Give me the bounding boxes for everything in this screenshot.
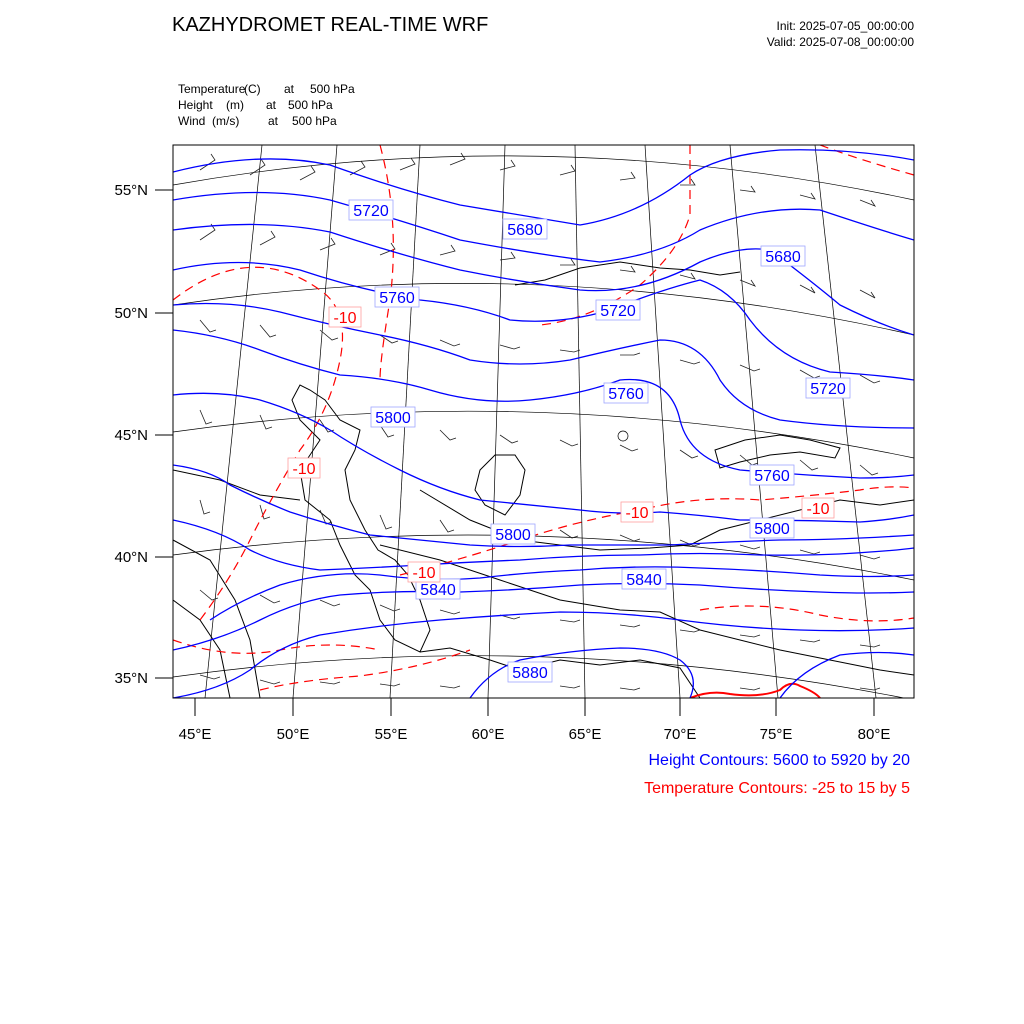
init-time: Init: 2025-07-05_00:00:00: [776, 19, 914, 33]
lat-label: 35°N: [114, 670, 148, 687]
height-contour: [173, 330, 914, 478]
meridian: [575, 145, 585, 698]
temp-label: -10: [333, 310, 357, 327]
lon-label: 45°E: [178, 726, 212, 743]
parallel: [173, 411, 914, 458]
temp-label: -10: [806, 501, 830, 518]
height-label: 5720: [600, 303, 636, 320]
temp-contour: [540, 145, 690, 325]
height-contours-note: Height Contours: 5600 to 5920 by 20: [648, 752, 910, 769]
field-wind: Wind (m/s) at 500 hPa: [178, 114, 337, 128]
height-label: 5880: [512, 665, 548, 682]
lon-label: 50°E: [276, 726, 310, 743]
temp-label: -10: [625, 505, 649, 522]
coastlines: [173, 262, 914, 698]
height-contour: [173, 224, 914, 335]
temperature-contours-note: Temperature Contours: -25 to 15 by 5: [644, 780, 910, 797]
northern-border: [515, 262, 740, 285]
height-label: 5720: [810, 381, 846, 398]
height-label: 5680: [765, 249, 801, 266]
temp-contour: [700, 606, 914, 621]
parallel: [173, 283, 914, 335]
lon-label: 55°E: [374, 726, 408, 743]
border-west: [173, 600, 230, 698]
height-label: 5760: [754, 468, 790, 485]
height-label: 5840: [626, 572, 662, 589]
height-label: 5760: [608, 386, 644, 403]
height-contour: [173, 304, 914, 428]
height-contour: [173, 520, 914, 570]
temp-contour: [380, 145, 393, 380]
height-label: 5800: [495, 527, 531, 544]
lon-label: 60°E: [471, 726, 505, 743]
lon-axis: [179, 698, 891, 743]
height-contour: [470, 648, 693, 698]
field-height: Height (m) at 500 hPa: [178, 98, 333, 112]
temp-label: -10: [412, 565, 436, 582]
temp-contour: [820, 145, 914, 175]
height-label: 5720: [353, 203, 389, 220]
lat-label: 55°N: [114, 182, 148, 199]
lat-label: 50°N: [114, 305, 148, 322]
lat-label: 40°N: [114, 549, 148, 566]
low-marker: [618, 431, 628, 441]
meridian: [815, 145, 876, 698]
temp-label: -10: [292, 461, 316, 478]
lon-label: 80°E: [857, 726, 891, 743]
map-title: KAZHYDROMET REAL-TIME WRF: [172, 14, 489, 36]
border-southwest: [173, 540, 260, 698]
border-central: [173, 470, 300, 500]
meridian: [730, 145, 778, 698]
lon-label: 65°E: [568, 726, 602, 743]
valid-time: Valid: 2025-07-08_00:00:00: [766, 35, 914, 49]
height-label: 5800: [375, 410, 411, 427]
height-label: 5760: [379, 290, 415, 307]
aral-sea-coast: [475, 455, 525, 515]
temp-contour-solid: [690, 684, 820, 698]
lake-balkhash: [715, 435, 840, 468]
height-label: 5680: [507, 222, 543, 239]
lon-label: 75°E: [759, 726, 793, 743]
height-label: 5840: [420, 582, 456, 599]
field-temperature: Temperature(C) at 500 hPa: [178, 82, 355, 96]
height-contour-labels: [349, 200, 850, 682]
height-contour: [173, 150, 914, 225]
lat-axis: [114, 182, 173, 687]
height-label: 5800: [754, 521, 790, 538]
lon-label: 70°E: [663, 726, 697, 743]
height-contour: [780, 653, 914, 699]
lat-label: 45°N: [114, 427, 148, 444]
